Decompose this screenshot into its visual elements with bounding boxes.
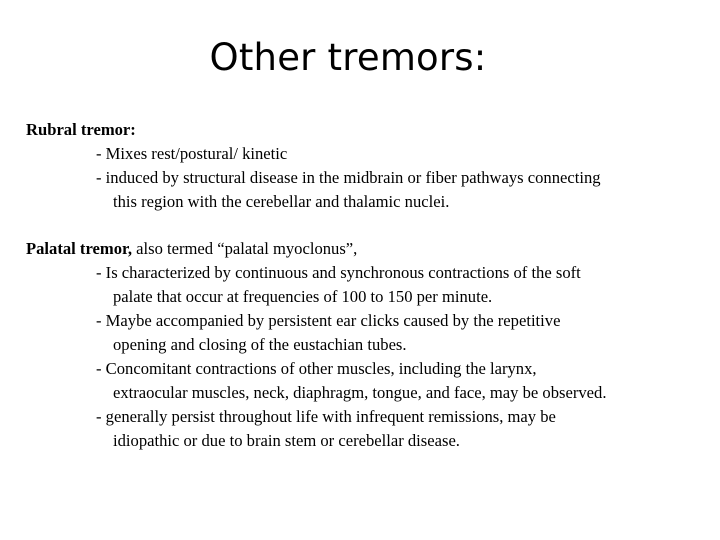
palatal-line-1: - Is characterized by continuous and synchronous contractions of the soft	[96, 263, 581, 282]
palatal-line-8: idiopathic or due to brain stem or cerebellar disease.	[113, 431, 460, 450]
palatal-heading-rest: also termed “palatal myoclonus”,	[132, 239, 358, 258]
palatal-line-2: palate that occur at frequencies of 100 to 150 per minute.	[113, 287, 493, 306]
rubral-heading: Rubral tremor:	[26, 120, 136, 139]
rubral-line-3: this region with the cerebellar and thalamic nuclei.	[113, 192, 450, 211]
palatal-line-6: extraocular muscles, neck, diaphragm, tongue, and face, may be observed.	[113, 383, 607, 402]
palatal-line-7: - generally persist throughout life with infrequent remissions, may be	[96, 407, 556, 426]
slide-title: Other tremors:	[209, 36, 487, 79]
palatal-line-3: - Maybe accompanied by persistent ear clicks caused by the repetitive	[96, 311, 561, 330]
palatal-line-5: - Concomitant contractions of other muscles, including the larynx,	[96, 359, 537, 378]
rubral-line-2: - induced by structural disease in the midbrain or fiber pathways connecting	[96, 168, 601, 187]
rubral-line-1: - Mixes rest/postural/ kinetic	[96, 144, 288, 163]
palatal-line-4: opening and closing of the eustachian tubes.	[113, 335, 407, 354]
palatal-heading-term: Palatal tremor,	[26, 239, 132, 258]
palatal-heading	[26, 237, 357, 261]
